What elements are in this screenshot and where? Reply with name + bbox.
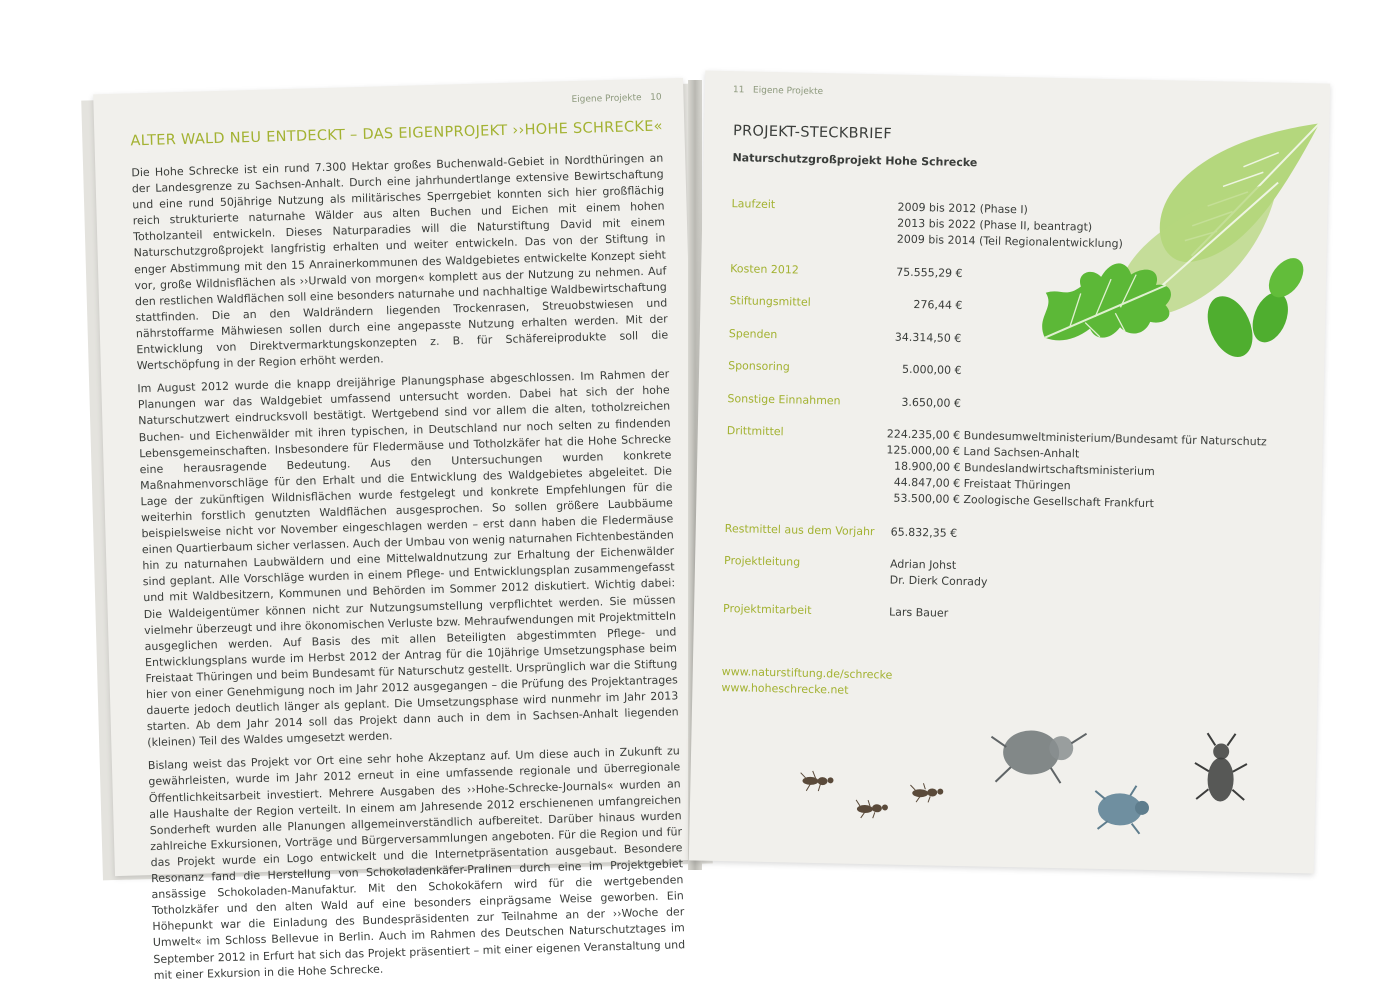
right-page: 11 Eigene Projekte PROJEKT-STECKBRIEF Naturschutzgroßprojekt Hohe Schrecke Laufzeit 2009 bis 2012 (Phase I) 2013 bis 2022 (Phase II, beantragt) 2009 bis 2014 (Teil Regionalentwicklung) Kosten 2012 75.555,29 € Stiftungsmittel 276,44 € Spenden 34.314,50 € Sponsoring 5.000,00 € Sonstige Einnahmen 3.650,00 € Drittmittel 224.235,00 € Bundesumweltministerium/Bundesamt für Naturschutz 125.000,00 € Land Sachsen-Anhalt 18.900,00 € Bundeslandwirtschaftsministerium 44.847,00 € Freistaat Thüringen 53.500,00 € Zoologische Gesellschaft Frankfurt Restmittel aus dem Vorjahr 65.832,35 € Projektleitung Adrian Johst Dr. Dierk Conrady Projektmitarbeit Lars Bauer www.naturstiftung.de/schrecke www.hoheschrecke.net: [689, 71, 1330, 874]
left-page: [93, 78, 705, 982]
leaf-illustration: [1024, 107, 1329, 373]
paragraph-1: Die Hohe Schrecke ist ein rund 7.300 Hektar großes Buchenwald-Gebiet in Nordthüringen an der Landesgrenze zu Sachsen-Anhalt. Durch eine jahrhundertlange extensive Bewirtschaftung und eine rund 50jährige Nutzung als militärisches Sperrgebiet konnten sich hier großflächig reich strukturierte naturnahe Wälder aus alten Buchen und Eichen mit einem hohen Totholzanteil entwickeln. Dieses Naturparadies will die Naturstiftung David mit einem Naturschutzgroßprojekt langfristig erhalten und weiter entwickeln. Das von der Stiftung in enger Abstimmung mit den 15 Anrainerkommunen des Waldgebietes entwickelte Konzept sieht vor, große Wildnisflächen als ››Urwald von morgen« komplett aus der Nutzung zu nehmen. Auf den restlichen Waldflächen soll eine besonders naturnahe und nachhaltige Waldbewirtschaftung stattfinden. Die an den Waldrändern liegenden Trockenrasen, Streuobstwiesen und nährstoffarme Mähwiesen sollen durch eine angepasste Nutzung erhalten werden. Mit der Entwicklung von Direktvermarktungskonzepten z. B. für Schäfereiprodukte soll die Wertschöpfung in der Region erhöht werden.: [131, 151, 669, 373]
paragraph-2: Im August 2012 wurde die knapp dreijährige Planungsphase abgeschlossen. Im Rahmen der Planungen war das Waldgebiet umfassend untersucht worden. Dabei hat sich der hohe Naturschutzwert eindrucksvoll bestätigt. Wertgebend sind vor allem die alten, totholzreichen Buchen- und Eichenwälder mit ihren typischen, in Deutschland nur noch selten zu findenden Lebensgemeinschaften. Insbesondere für Fledermäuse und Totholzkäfer hat die Hohe Schrecke eine herausragende Bedeutung. Aus den Untersuchungen wurden konkrete Maßnahmenvorschläge für den Erhalt und die Entwicklung des Waldgebietes abgeleitet. Die Lage der zukünftigen Wildnisflächen wurde festgelegt und konkrete Empfehlungen für die weiterhin forstlich genutzten Waldflächen ausgesprochen. So sollen größere Laubbäume beispielsweise nicht vor November eingeschlagen werden – erst dann haben die Fledermäuse einen Quartierbaum sicher verlassen. Auch der Umbau von wenig naturnahen Fichtenbeständen hin zu naturnahen Laubwäldern und eine Mittelwaldnutzung zur Erhaltung der Eichenwälder sind geplant. Alle Vorschläge wurden in einem Pflege- und Entwicklungsplan zusammengefasst und mit Waldbesitzern, Kommunen und Behörden im Sommer 2012 diskutiert. Wichtig dabei: Die Waldeigentümer können nicht zur Nutzungsumstellung verpflichtet werden. Sie müssen vielmehr überzeugt und ihre ökonomischen Verluste bzw. Mehraufwendungen mit Projektmitteln ausgeglichen werden. Auf Basis des mit allen Beteiligten abgestimmten Pflege- und Entwicklungsplans wurde im Herbst 2012 der Antrag für die 10jährige Umsetzungsphase beim Freistaat Thüringen und beim Bundesamt für Naturschutz gestellt. Ursprünglich war die Stiftung hier von einer Genehmigung noch im Jahr 2012 ausgegangen – die Prüfung des Projektantrages dauerte jedoch deutlich länger als geplant. Die Umsetzungsphase wird nunmehr im Jahr 2013 starten. Ab dem Jahr 2014 soll das Projekt dann auch in dem in Sachsen-Anhalt liegenden (kleinen) Teil des Waldes umgesetzt werden.: [137, 367, 679, 750]
blue-beetle-icon: [1094, 785, 1149, 834]
drittmittel-entry: 44.847,00 € Freistaat Thüringen: [893, 475, 1071, 493]
drittmittel-entry: 18.900,00 € Bundeslandwirtschaftsministerium: [893, 459, 1155, 479]
factsheet-title: PROJEKT-STECKBRIEF: [732, 123, 893, 143]
dung-beetle-icon: [991, 730, 1087, 784]
paragraph-3: Bislang weist das Projekt vor Ort eine sehr hohe Akzeptanz auf. Um diese auch in Zukunft zu gewährleisten, wurde im Jahr 2012 erneut in eine umfassende regionale und überregionale Öffentlichkeitsarbeit investiert. Mehrere Ausgaben des ››Hohe-Schrecke-Journals« wurden an alle Haushalte der Region verteilt. In einem am Jahresende 2012 erschienenen umfangreichen Sonderheft wurden alle Planungen allgemeinverständlich aufbereitet. Darüber hinaus wurden zahlreiche Exkursionen, Vorträge und Bürgerversammlungen angeboten. Für die Region und für das Projekt wurde ein Logo entwickelt und die Internetpräsentation ausgebaut. Besondere Resonanz fand die Herstellung von Schokoladenkäfer-Pralinen durch eine im Projektgebiet ansässige Schokoladen-Manufaktur. Mit den Schokokäfern wird für die wertgebenden Totholzkäfer und den alten Wald auf eine besonders einprägsame Weise geworben. Ein Höhepunkt war die Einladung des Bundespräsidenten zur Teilnahme an der ››Woche der Umwelt« im Schloss Bellevue in Berlin. Auch im Rahmen des Deutschen Naturschutztages im September 2012 in Erfurt hat sich das Projekt präsentiert – mit einer eigenen Veranstaltung und mit einer Exkursion in die Hohe Schrecke.: [147, 744, 686, 982]
link-hoheschrecke[interactable]: www.hoheschrecke.net: [721, 681, 849, 697]
ant-icon: [910, 783, 943, 803]
ant-icon: [800, 771, 833, 792]
factsheet-subtitle: Naturschutzgroßprojekt Hohe Schrecke: [732, 151, 978, 170]
left-page-number: 10: [650, 92, 662, 103]
link-naturstiftung[interactable]: www.naturstiftung.de/schrecke: [721, 665, 893, 682]
drittmittel-entry: 125.000,00 € Land Sachsen-Anhalt: [886, 443, 1080, 461]
ant-icon: [856, 800, 888, 819]
left-running-header: Eigene Projekte 10: [571, 92, 662, 106]
drittmittel-entry: 224.235,00 € Bundesumweltministerium/Bundesamt für Naturschutz: [886, 427, 1267, 449]
article-body: [131, 151, 686, 991]
right-running-header: 11 Eigene Projekte: [732, 85, 824, 98]
drittmittel-entry: 53.500,00 € Zoologische Gesellschaft Frankfurt: [893, 491, 1155, 511]
right-page-number: 11: [732, 85, 745, 96]
stag-beetle-icon: [1194, 733, 1247, 802]
oak-leaf-icon: [1042, 262, 1172, 343]
page-title: ALTER WALD NEU ENTDECKT – DAS EIGENPROJEKT ››HOHE SCHRECKE«: [130, 118, 664, 150]
beetles-illustration: [789, 722, 1271, 852]
